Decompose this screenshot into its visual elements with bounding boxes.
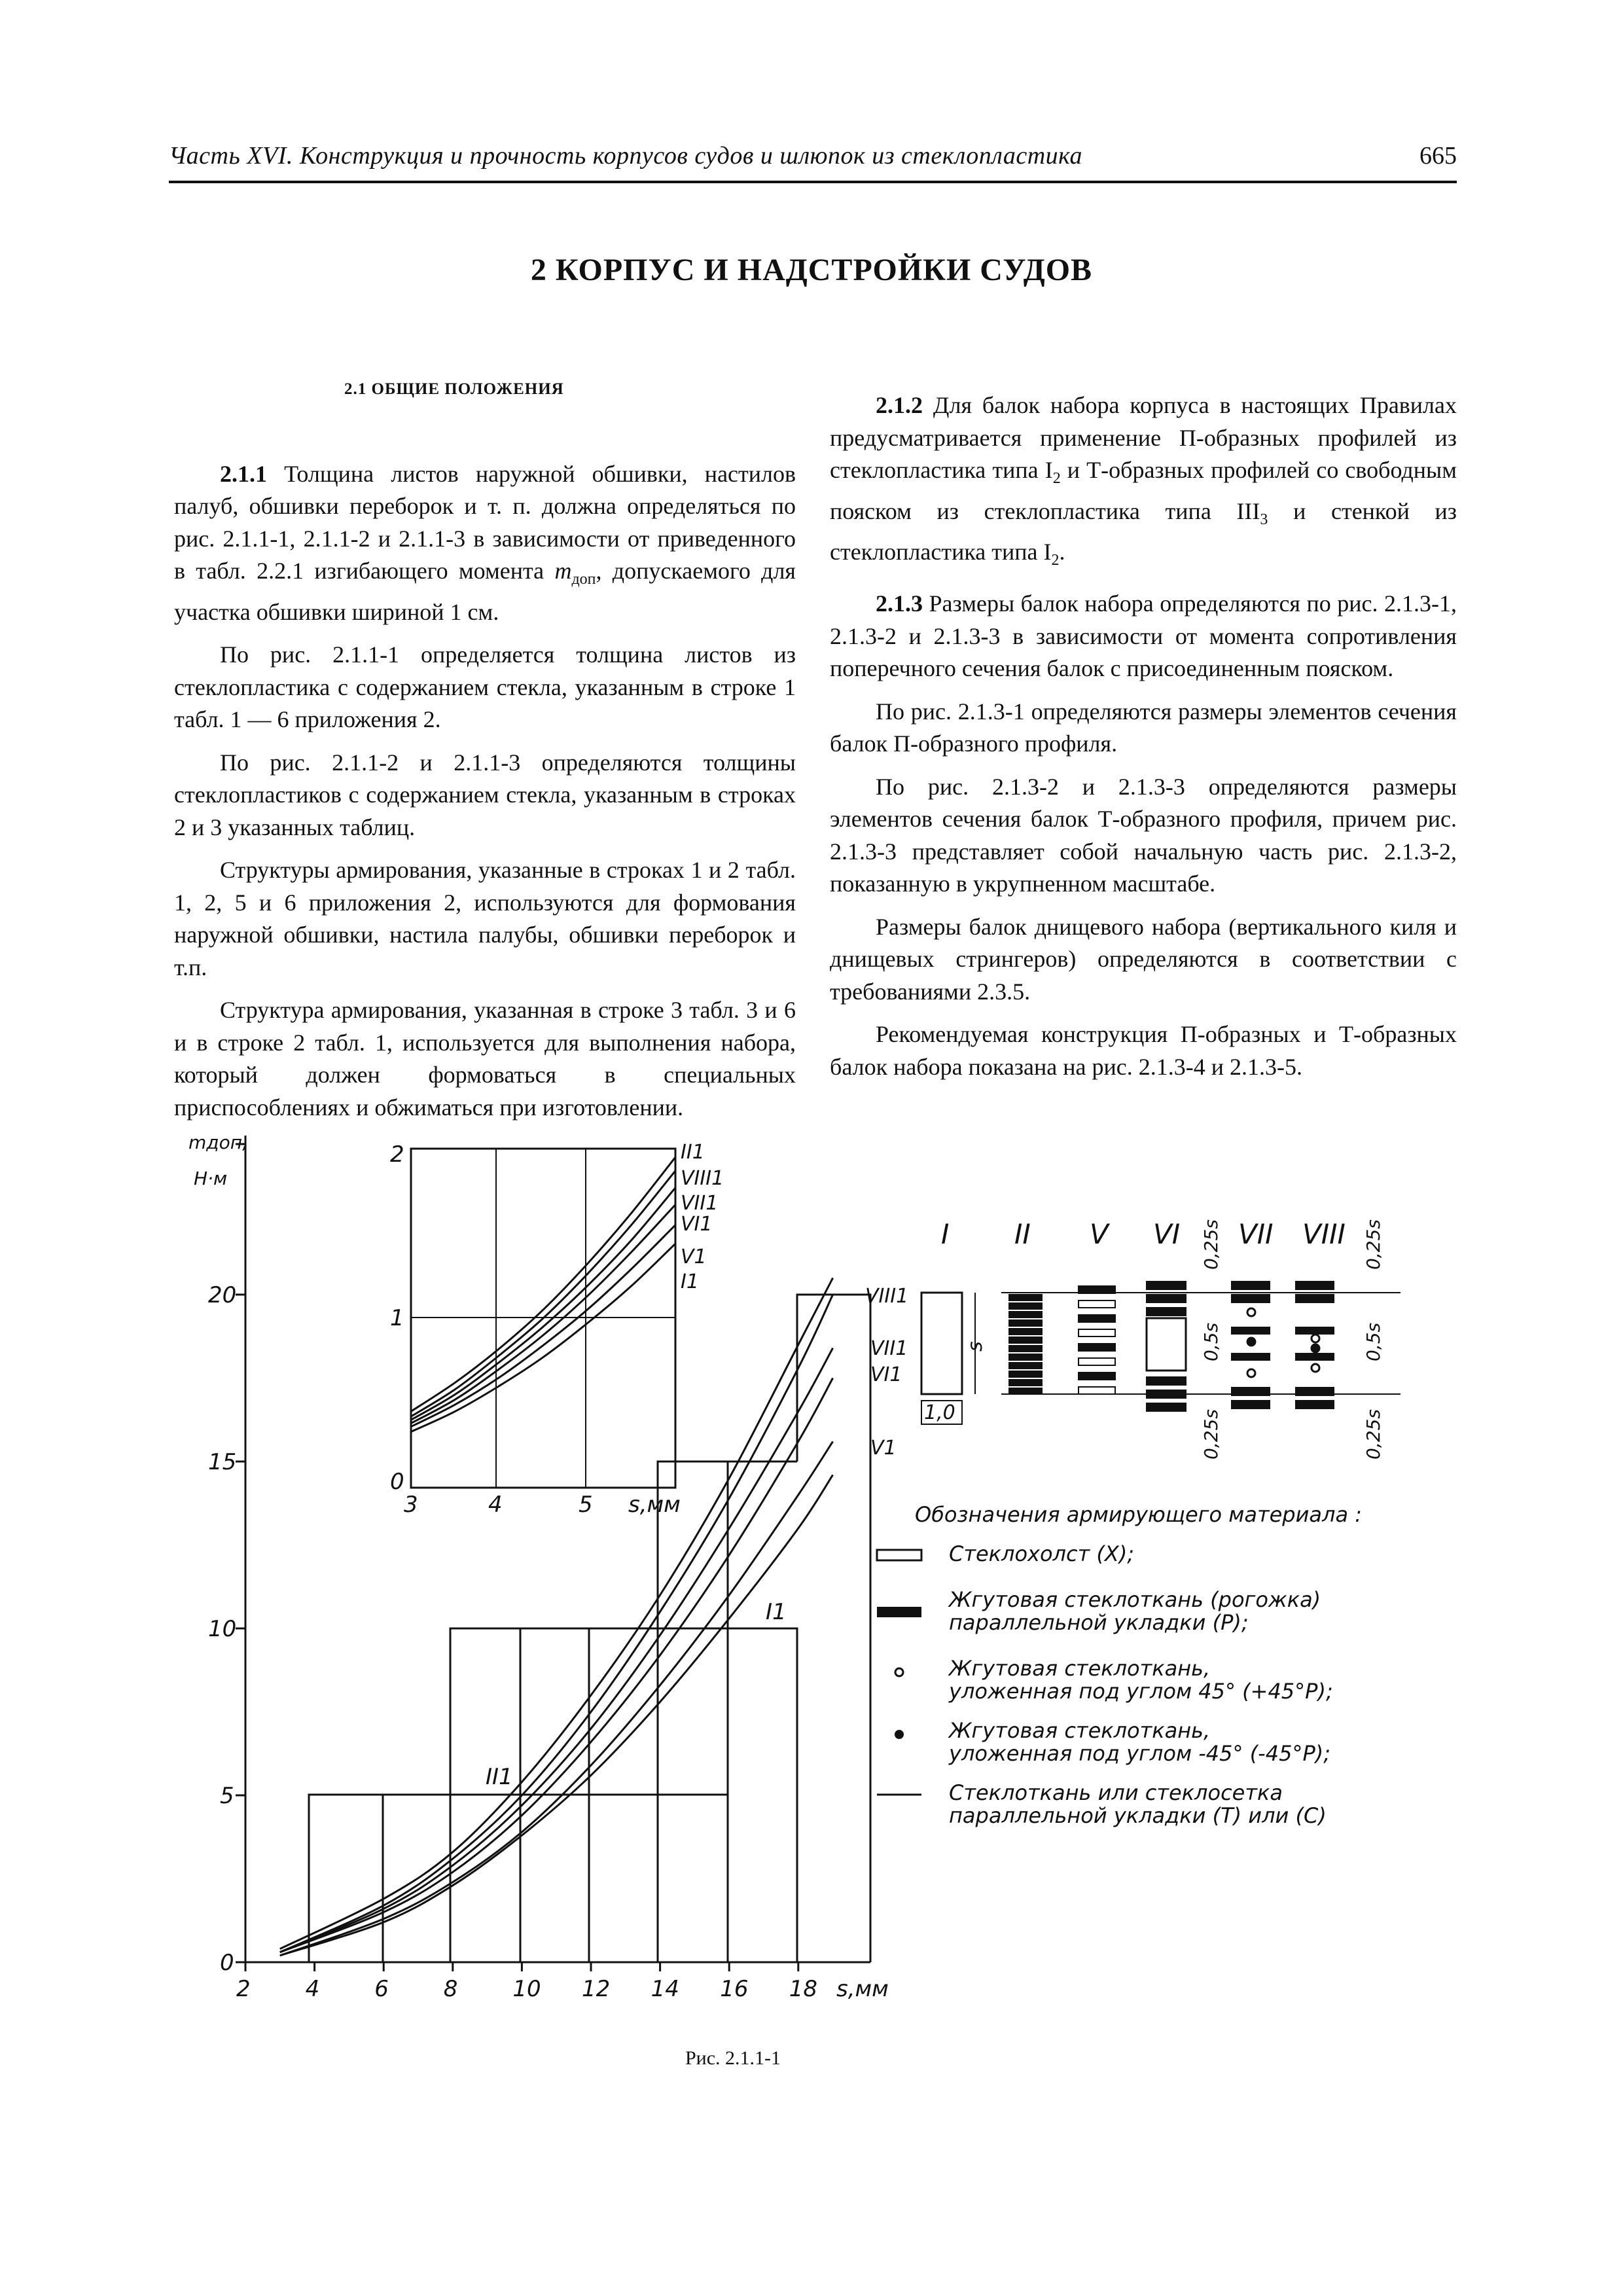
laminate-layer [1147, 1295, 1186, 1302]
x-tick-label: 12 [582, 1976, 611, 2002]
subscript: 2 [1052, 470, 1061, 488]
subsection-heading: 2.1 ОБЩИЕ ПОЛОЖЕНИЯ [344, 380, 564, 398]
paragraph-text: Для балок набора корпуса в настоящих Правилах предусматривается применение П-образных профилей из стеклопластика типа I [830, 392, 1457, 483]
clause-number: 2.1.3 [876, 590, 923, 617]
scheme-I-mat [921, 1293, 962, 1394]
laminate-layer [1296, 1282, 1334, 1289]
dim-label: 0,5s [1363, 1322, 1384, 1361]
dim-label: 0,25s [1200, 1409, 1222, 1460]
curve-label: VIII1 [681, 1167, 724, 1190]
inset-x-tick-label: 3 [404, 1492, 418, 1518]
laminate-dot [1311, 1364, 1319, 1372]
laminate-layer [1009, 1312, 1042, 1318]
main-ticks [208, 1144, 817, 2002]
x-tick-label: 2 [236, 1976, 251, 2002]
x-tick-label: 6 [374, 1976, 389, 2002]
laminate-layer [1009, 1346, 1042, 1352]
laminate-layer [1079, 1372, 1115, 1380]
curve-label: VIII1 [865, 1285, 909, 1308]
paragraph: По рис. 2.1.3-1 определяются размеры элементов сечения балок П-образного профиля. [830, 698, 1457, 757]
paragraph: По рис. 2.1.3-2 и 2.1.3-3 определяются размеры элементов сечения балок Т-образного профиля, причем рис. 2.1.3-3 представляет собой начальную часть рис. 2.1.3-2, показанную в укрупненном масштабе. [830, 773, 1457, 897]
scheme-layers [1009, 1282, 1334, 1411]
laminate-layer [1147, 1390, 1186, 1398]
curve-II1 [280, 1278, 833, 1949]
laminate-layer [1232, 1354, 1270, 1360]
laminate-layer [1232, 1295, 1270, 1302]
curve-label: I1 [766, 1599, 787, 1625]
y-tick-label: 20 [208, 1282, 237, 1308]
laminate-layer [1079, 1344, 1115, 1351]
legend-swatch-roving [877, 1607, 921, 1617]
laminate-core [1147, 1318, 1186, 1371]
laminate-layer [1009, 1303, 1042, 1309]
paragraph: Структуры армирования, указанные в строках 1 и 2 табл. 1, 2, 5 и 6 приложения 2, используются для формования наружной обшивки, настила палубы, обшивки переборок и т.п. [174, 857, 796, 980]
legend-item: уложенная под углом -45° (-45°Р); [949, 1741, 1330, 1766]
laminate-layer [1147, 1282, 1186, 1289]
scheme-label: II [1014, 1218, 1031, 1250]
paragraph: По рис. 2.1.1-2 и 2.1.1-3 определяются толщины стеклопластиков с содержанием стекла, указанным в строках 2 и 3 указанных таблиц. [174, 749, 796, 840]
laminate-layer [1296, 1295, 1334, 1302]
symbol-subscript: доп [571, 571, 596, 588]
legend-item: Жгутовая стеклоткань, [949, 1656, 1211, 1681]
curve-label: II1 [486, 1764, 513, 1790]
figure-caption: Рис. 2.1.1-1 [685, 2047, 781, 2069]
laminate-dot [1311, 1344, 1319, 1352]
curve-I1 [280, 1475, 833, 1955]
laminate-layer [1232, 1388, 1270, 1395]
laminate-layer [1232, 1401, 1270, 1408]
laminate-layer [1079, 1286, 1115, 1293]
laminate-layer [1296, 1401, 1334, 1408]
laminate-layer [1296, 1388, 1334, 1395]
laminate-layer [1147, 1308, 1186, 1316]
dim-label: 0,25s [1363, 1409, 1384, 1460]
curve-VIII1 [280, 1295, 833, 1952]
paragraph-text: Размеры балок набора определяются по рис. 2.1.3-1, 2.1.3-2 и 2.1.3-3 в зависимости от момента сопротивления поперечного сечения балок с присоединенным пояском. [830, 590, 1457, 682]
curve-VI1 [280, 1378, 833, 1952]
symbol-m: m [554, 558, 572, 584]
scheme-label: VI [1153, 1218, 1181, 1250]
y-axis-unit: Н·м [194, 1168, 228, 1189]
laminate-layer [1009, 1295, 1042, 1300]
curve-label: V1 [681, 1246, 707, 1268]
x-axis-label: s,мм [836, 1976, 889, 2002]
laminate-layer [1009, 1388, 1042, 1394]
x-tick-label: 10 [512, 1976, 541, 2002]
subscript: 3 [1260, 511, 1268, 528]
x-tick-label: 8 [443, 1976, 458, 2002]
dim-label-width: 1,0 [924, 1401, 955, 1424]
legend-swatch-plus45 [895, 1668, 903, 1676]
legend [877, 1502, 1362, 1828]
inset-y-tick-label: 2 [390, 1141, 404, 1168]
legend-item: параллельной укладки (Т) или (С) [949, 1803, 1327, 1828]
laminate-layer [1009, 1380, 1042, 1386]
laminate-layer [1147, 1403, 1186, 1411]
laminate-dot [1311, 1335, 1319, 1342]
main-chart [245, 1136, 870, 1962]
legend-item: Стеклоткань или стеклосетка [949, 1780, 1283, 1805]
paragraph-text: и Т-образных профилей со свободным пояском из стеклопластика типа III [830, 457, 1457, 524]
legend-item: уложенная под углом 45° (+45°Р); [949, 1679, 1333, 1704]
section-title: 2 КОРПУС И НАДСТРОЙКИ СУДОВ [530, 253, 1093, 287]
paragraph-text: и стенкой из стеклопластика типа I [830, 497, 1457, 565]
y-tick-label: 5 [220, 1783, 234, 1809]
laminate-layer [1009, 1354, 1042, 1360]
laminate-layer [1079, 1315, 1115, 1322]
dim-label-s: s [964, 1341, 987, 1352]
laminate-layer [1296, 1327, 1334, 1334]
subscript: 2 [1051, 552, 1060, 569]
inset-curve-I1 [411, 1244, 675, 1431]
laminate-layer [1009, 1329, 1042, 1335]
scheme-label: VIII [1302, 1218, 1346, 1250]
x-tick-label: 4 [305, 1976, 320, 2002]
laminate-layer [1009, 1371, 1042, 1377]
inset-curves [411, 1157, 675, 1432]
laminate-layer [1079, 1329, 1115, 1336]
dim-label: 0,25s [1363, 1219, 1384, 1270]
x-tick-label: 18 [789, 1976, 818, 2002]
legend-item: параллельной укладки (Р); [949, 1610, 1249, 1635]
paragraph-text: . [1059, 539, 1065, 565]
laminate-layer [1079, 1387, 1115, 1394]
dim-label: 0,25s [1200, 1219, 1222, 1270]
clause-number: 2.1.2 [876, 392, 923, 418]
curve-label: VI1 [681, 1213, 713, 1236]
legend-swatch-minus45 [895, 1730, 904, 1739]
curve-V1 [280, 1441, 833, 1955]
legend-item: Жгутовая стеклоткань (рогожка) [949, 1587, 1321, 1612]
curve-label: I1 [681, 1270, 699, 1293]
inset-x-tick-label: 5 [579, 1492, 593, 1518]
main-labels [188, 1132, 908, 2002]
y-tick-label: 0 [220, 1950, 234, 1976]
laminate-layer [1232, 1327, 1270, 1334]
curve-label: VII1 [870, 1337, 908, 1360]
inset-x-tick-label: 4 [488, 1492, 503, 1518]
dim-label: 0,5s [1200, 1322, 1222, 1361]
reinforcement-schemes [921, 1218, 1400, 1460]
inset-y-tick-label: 0 [390, 1469, 404, 1495]
clause-number: 2.1.1 [220, 460, 267, 487]
x-tick-label: 14 [651, 1976, 679, 2002]
legend-swatch-mat [877, 1550, 921, 1560]
scheme-label: V [1090, 1218, 1109, 1250]
laminate-dot [1247, 1308, 1255, 1316]
paragraph-text: Толщина листов наружной обшивки, настилов палуб, обшивки переборок и т. п. должна определяться по рис. 2.1.1-1, 2.1.1-2 и 2.1.1-3 в зависимости от приведенного в табл. 2.2.1 изгибающего момента [174, 460, 796, 584]
paragraph: По рис. 2.1.1-1 определяется толщина листов из стеклопластика с содержанием стекла, указанным в строке 1 табл. 1 — 6 приложения 2. [174, 641, 796, 733]
laminate-layer [1009, 1320, 1042, 1326]
paragraph: Рекомендуемая конструкция П-образных и Т-образных балок набора показана на рис. 2.1.3-4 и 2.1.3-5. [830, 1021, 1457, 1080]
laminate-layer [1009, 1337, 1042, 1343]
y-tick-label: 10 [208, 1616, 237, 1642]
inset-curve-II1 [411, 1157, 675, 1412]
curve-label: V1 [870, 1437, 897, 1460]
laminate-layer [1009, 1363, 1042, 1369]
y-tick-label: 15 [208, 1449, 237, 1475]
scheme-label: VII [1238, 1218, 1274, 1250]
legend-item: Жгутовая стеклоткань, [949, 1718, 1211, 1743]
laminate-layer [1147, 1377, 1186, 1385]
inset-curve-VI1 [411, 1204, 675, 1423]
legend-title: Обозначения армирующего материала : [915, 1502, 1363, 1527]
paragraph: Размеры балок днищевого набора (вертикального киля и днищевых стрингеров) определяются в соответствии с требованиями 2.3.5. [830, 913, 1457, 1005]
legend-item: Стеклохолст (X); [949, 1541, 1135, 1566]
inset-x-axis-label: s,мм [628, 1492, 681, 1518]
curve-label: VI1 [870, 1363, 902, 1386]
scheme-label: I [941, 1218, 950, 1250]
paragraph-text: , допускаемого для участка обшивки шириной 1 см. [174, 558, 796, 625]
curve-label: VII1 [681, 1192, 719, 1215]
curve-label: II1 [681, 1141, 705, 1164]
page-number: 665 [1419, 142, 1457, 170]
laminate-dot [1247, 1338, 1255, 1346]
laminate-dot [1247, 1369, 1255, 1377]
x-tick-label: 16 [720, 1976, 749, 2002]
header-title: Часть XVI. Конструкция и прочность корпусов судов и шлюпок из стеклопластика [169, 142, 1082, 170]
main-curves [280, 1278, 833, 1956]
paragraph: Структура армирования, указанная в строке 3 табл. 3 и 6 и в строке 2 табл. 1, используется для выполнения набора, который должен формоваться в специальных приспособлениях и обжиматься при изготовлении. [174, 997, 796, 1121]
inset-y-tick-label: 1 [390, 1305, 404, 1331]
laminate-layer [1232, 1282, 1270, 1289]
laminate-layer [1079, 1358, 1115, 1365]
y-axis-label: mдоп, [188, 1132, 248, 1153]
laminate-layer [1079, 1300, 1115, 1308]
laminate-layer [1296, 1354, 1334, 1360]
